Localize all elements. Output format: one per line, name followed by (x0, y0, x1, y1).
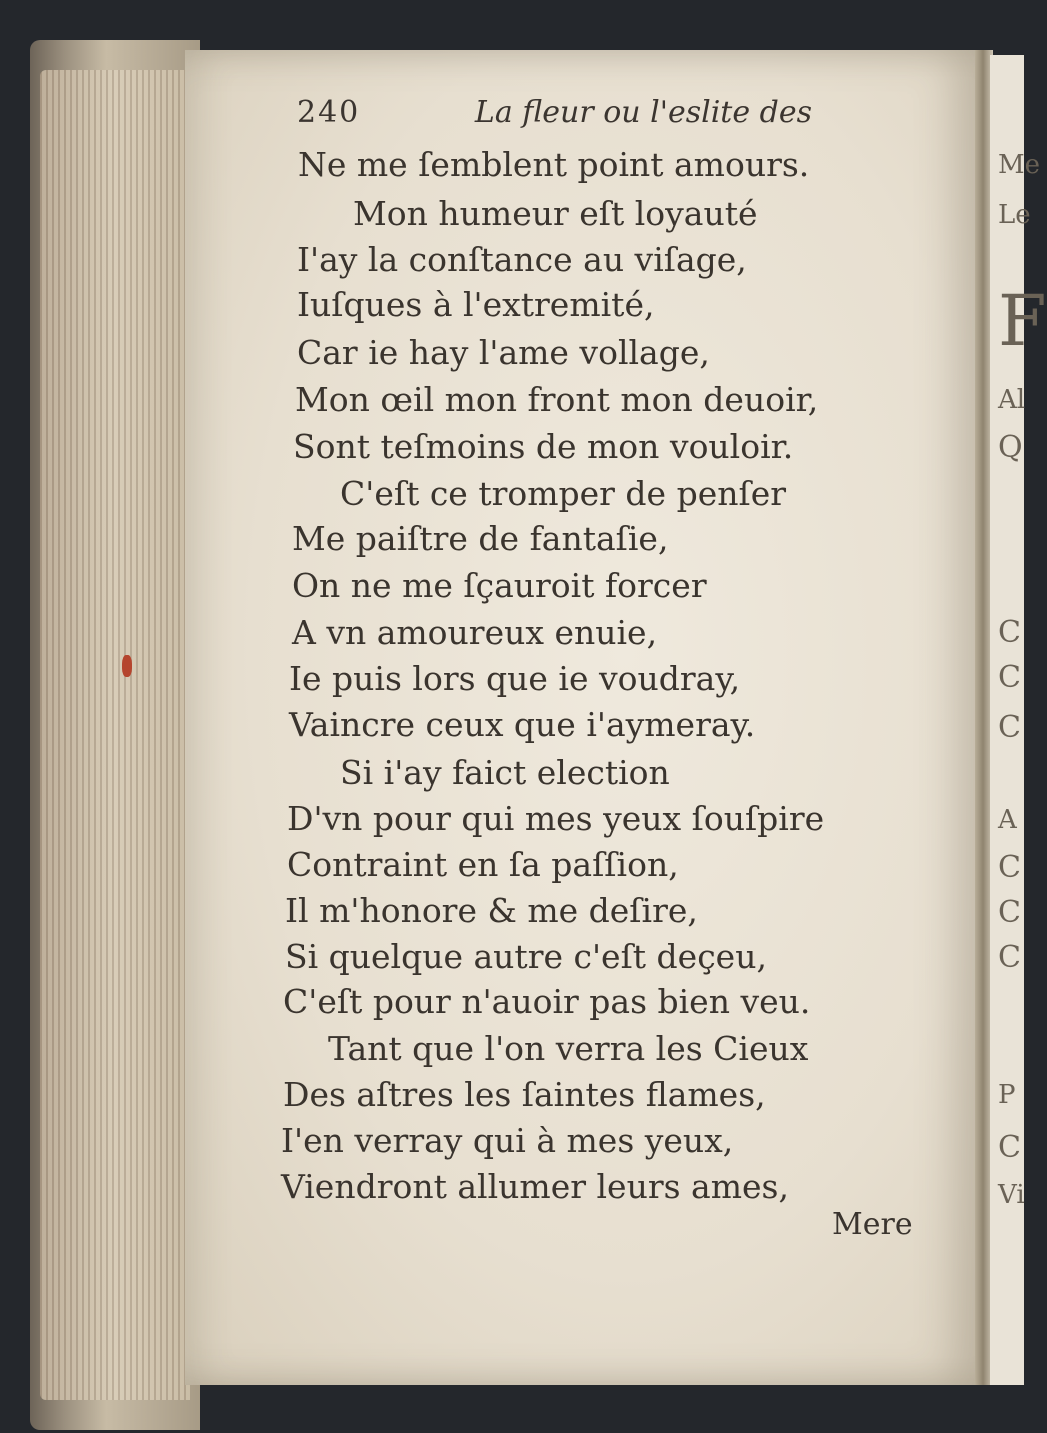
verse-line: Ie puis lors que ie voudray, (289, 659, 741, 698)
facing-fragment: Le (998, 200, 1031, 230)
facing-fragment: P (998, 1080, 1016, 1110)
verse-line: C'eſt ce tromper de penſer (340, 474, 786, 513)
verse-line: C'eſt pour n'auoir pas bien veu. (283, 982, 811, 1021)
facing-fragment: C (998, 615, 1021, 650)
facing-fragment: F (998, 280, 1047, 362)
verse-line: Si quelque autre c'eſt deçeu, (285, 937, 767, 976)
running-title: La fleur ou l'eslite des (474, 95, 812, 130)
facing-fragment: Al (998, 385, 1026, 415)
catchword: Mere (832, 1207, 913, 1242)
verse-line: Des aſtres les ſaintes flames, (283, 1075, 766, 1114)
verse-line: Si i'ay faict election (340, 753, 670, 792)
verse-line: Vaincre ceux que i'aymeray. (289, 705, 756, 744)
verse-line: Me paiſtre de fantaſie, (292, 519, 669, 558)
facing-fragment: Me (998, 150, 1041, 180)
verse-line: D'vn pour qui mes yeux ſouſpire (287, 799, 825, 838)
facing-fragment: C (998, 1130, 1021, 1165)
facing-fragment: C (998, 940, 1021, 975)
verse-line: On ne me ſçauroit forcer (292, 566, 707, 605)
verse-line: Car ie hay l'ame vollage, (297, 333, 710, 372)
verse-line: Sont teſmoins de mon vouloir. (293, 427, 794, 466)
verse-line: Mon œil mon front mon deuoir, (295, 380, 819, 419)
facing-fragment: C (998, 660, 1021, 695)
verse-line: I'ay la conſtance au viſage, (297, 240, 747, 279)
verse-line: A vn amoureux enuie, (292, 613, 658, 652)
verse-line: Iuſques à l'extremité, (297, 285, 655, 324)
facing-fragment: A (998, 805, 1017, 835)
facing-fragment: C (998, 710, 1021, 745)
verse-line: Mon humeur eſt loyauté (353, 194, 758, 233)
page-number: 240 (297, 95, 361, 130)
facing-fragment: Vi (998, 1180, 1025, 1210)
verse-line: I'en verray qui à mes yeux, (281, 1121, 734, 1160)
facing-fragment: C (998, 850, 1021, 885)
verse-line: Ne me ſemblent point amours. (298, 145, 810, 184)
facing-fragment: C (998, 895, 1021, 930)
verse-line: Viendront allumer leurs ames, (281, 1167, 789, 1206)
verse-line: Tant que l'on verra les Cieux (328, 1029, 809, 1068)
verse-line: Contraint en ſa paſſion, (287, 845, 679, 884)
facing-fragment: Q (998, 430, 1023, 465)
verse-line: Il m'honore & me deſire, (285, 891, 698, 930)
